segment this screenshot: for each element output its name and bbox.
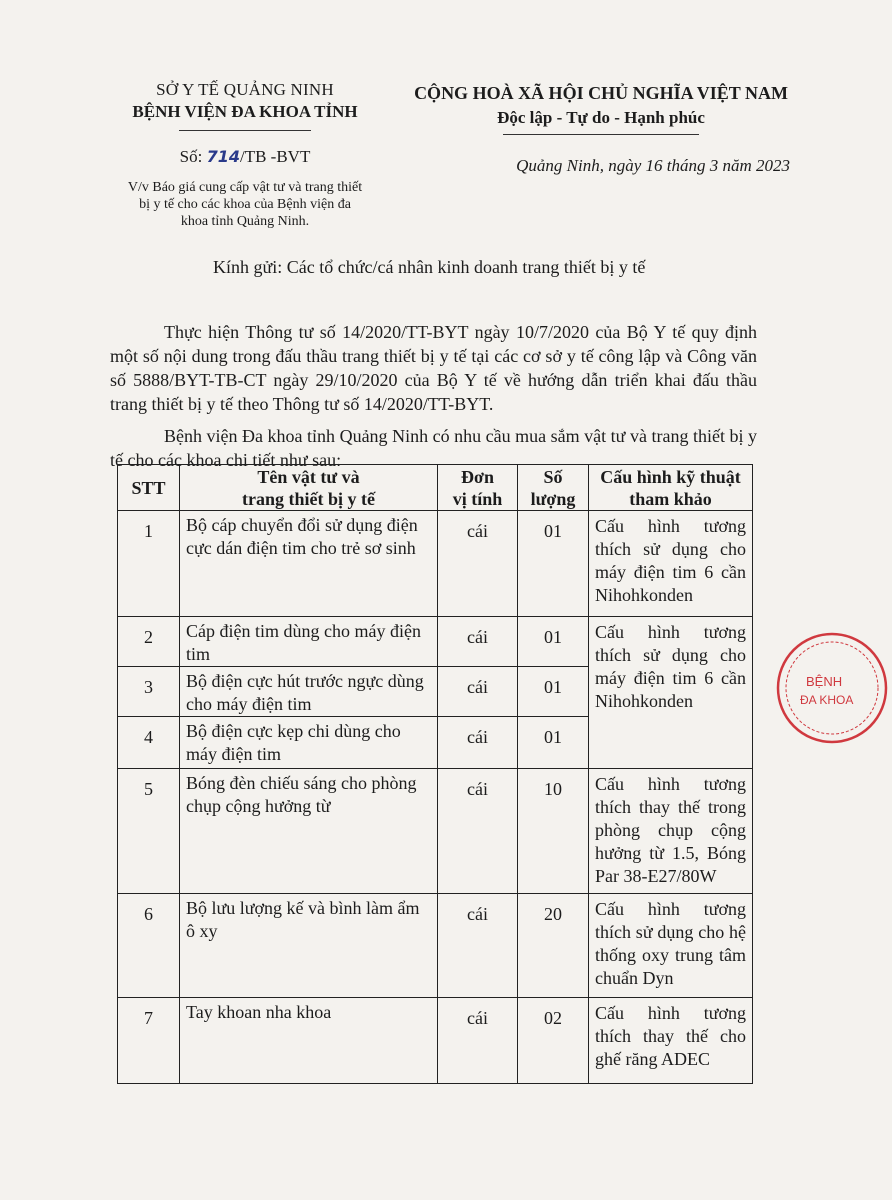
header-item-name-line1: Tên vật tư và [257,466,360,487]
issuer-block [100,80,390,230]
header-item-name [180,465,438,511]
cell-stt: 4 [118,717,180,769]
header-item-name-line2: trang thiết bị y tế [242,488,375,509]
cell-quantity: 02 [518,998,589,1084]
cell-unit: cái [438,617,518,667]
table-row [118,617,753,667]
header-stt [118,465,180,511]
header-unit-line1: Đơn [461,466,494,487]
national-motto: Độc lập - Tự do - Hạnh phúc [497,108,705,127]
header-spec-line2: tham khảo [629,488,712,509]
parent-agency: SỞ Y TẾ QUẢNG NINH [156,80,334,99]
cell-stt: 1 [118,511,180,617]
header-quantity-line2: lượng [530,488,576,509]
cell-quantity: 01 [518,717,589,769]
stamp-text-line2: ĐA KHOA [800,693,854,707]
hospital-seal-stamp [772,628,892,748]
issuing-organization: BỆNH VIỆN ĐA KHOA TỈNH [132,102,358,121]
cell-item-name: Bộ cáp chuyển đổi sử dụng điện cực dán điện tim cho trẻ sơ sinh [180,511,438,617]
cell-stt: 6 [118,894,180,998]
cell-unit: cái [438,717,518,769]
motto-underline [503,134,699,135]
body-paragraph-1: Thực hiện Thông tư số 14/2020/TT-BYT ngày 10/7/2020 của Bộ Y tế quy định một số nội dung trong đấu thầu trang thiết bị y tế tại các cơ sở y tế công lập và Công văn số 5888/BYT-TB-CT ngày 29/10/2020 của Bộ Y tế về hướng dẫn triển khai đấu thầu trang thiết bị y tế theo Thông tư số 14/2020/TT-BYT. [110,322,757,414]
cell-unit: cái [438,894,518,998]
cell-stt: 2 [118,617,180,667]
stamp-text-line1: BỆNH [806,674,843,689]
document-subject: V/v Báo giá cung cấp vật tư và trang thiết bị y tế cho các khoa của Bệnh viện đa khoa tỉnh Quảng Ninh. [127,180,363,229]
document-number [100,147,390,167]
header-unit-line2: vị tính [452,488,503,509]
cell-quantity: 20 [518,894,589,998]
table-row [118,769,753,894]
header-stt-label: STT [131,477,166,498]
cell-stt: 7 [118,998,180,1084]
table-row [118,998,753,1084]
cell-quantity: 01 [518,617,589,667]
recipient-line: Kính gửi: Các tổ chức/cá nhân kinh doanh trang thiết bị y tế [213,257,646,277]
header-spec [589,465,753,511]
cell-item-name: Bộ lưu lượng kế và bình làm ẩm ô xy [180,894,438,998]
cell-spec: Cấu hình tương thích thay thế trong phòng chụp cộng hưởng từ 1.5, Bóng Par 38-E27/80W [589,769,753,894]
header-unit [438,465,518,511]
cell-spec: Cấu hình tương thích thay thế cho ghế răng ADEC [589,998,753,1084]
cell-item-name: Cáp điện tim dùng cho máy điện tim [180,617,438,667]
national-header [395,83,807,135]
cell-spec: Cấu hình tương thích sử dụng cho máy điện tim 6 cần Nihohkonden [589,511,753,617]
table-row [118,894,753,998]
table-row [118,511,753,617]
cell-quantity: 01 [518,667,589,717]
cell-unit: cái [438,769,518,894]
issuer-underline [179,130,311,131]
header-quantity [518,465,589,511]
national-title: CỘNG HOÀ XÃ HỘI CHỦ NGHĨA VIỆT NAM [414,83,788,103]
cell-quantity: 10 [518,769,589,894]
body-paragraph-2: Bệnh viện Đa khoa tỉnh Quảng Ninh có nhu cầu mua sắm vật tư và trang thiết bị y tế cho các khoa chi tiết như sau: [110,426,757,470]
document-number-suffix: /TB -BVT [239,147,311,166]
document-number-prefix: Số: [179,147,203,166]
cell-unit: cái [438,998,518,1084]
cell-item-name: Bộ điện cực hút trước ngực dùng cho máy điện tim [180,667,438,717]
cell-stt: 5 [118,769,180,894]
cell-unit: cái [438,667,518,717]
cell-item-name: Tay khoan nha khoa [180,998,438,1084]
handwritten-number: 714 [206,147,240,166]
cell-spec: Cấu hình tương thích sử dụng cho hệ thống oxy trung tâm chuẩn Dyn [589,894,753,998]
header-quantity-line1: Số [543,466,563,487]
items-table [117,464,753,1084]
cell-unit: cái [438,511,518,617]
cell-stt: 3 [118,667,180,717]
cell-item-name: Bộ điện cực kẹp chi dùng cho máy điện tim [180,717,438,769]
table-header-row [118,465,753,511]
header-spec-line1: Cấu hình kỹ thuật [600,466,741,487]
cell-item-name: Bóng đèn chiếu sáng cho phòng chụp cộng hưởng từ [180,769,438,894]
cell-quantity: 01 [518,511,589,617]
place-and-date: Quảng Ninh, ngày 16 tháng 3 năm 2023 [516,156,790,175]
cell-spec-merged: Cấu hình tương thích sử dụng cho máy điện tim 6 cần Nihohkonden [589,617,753,769]
